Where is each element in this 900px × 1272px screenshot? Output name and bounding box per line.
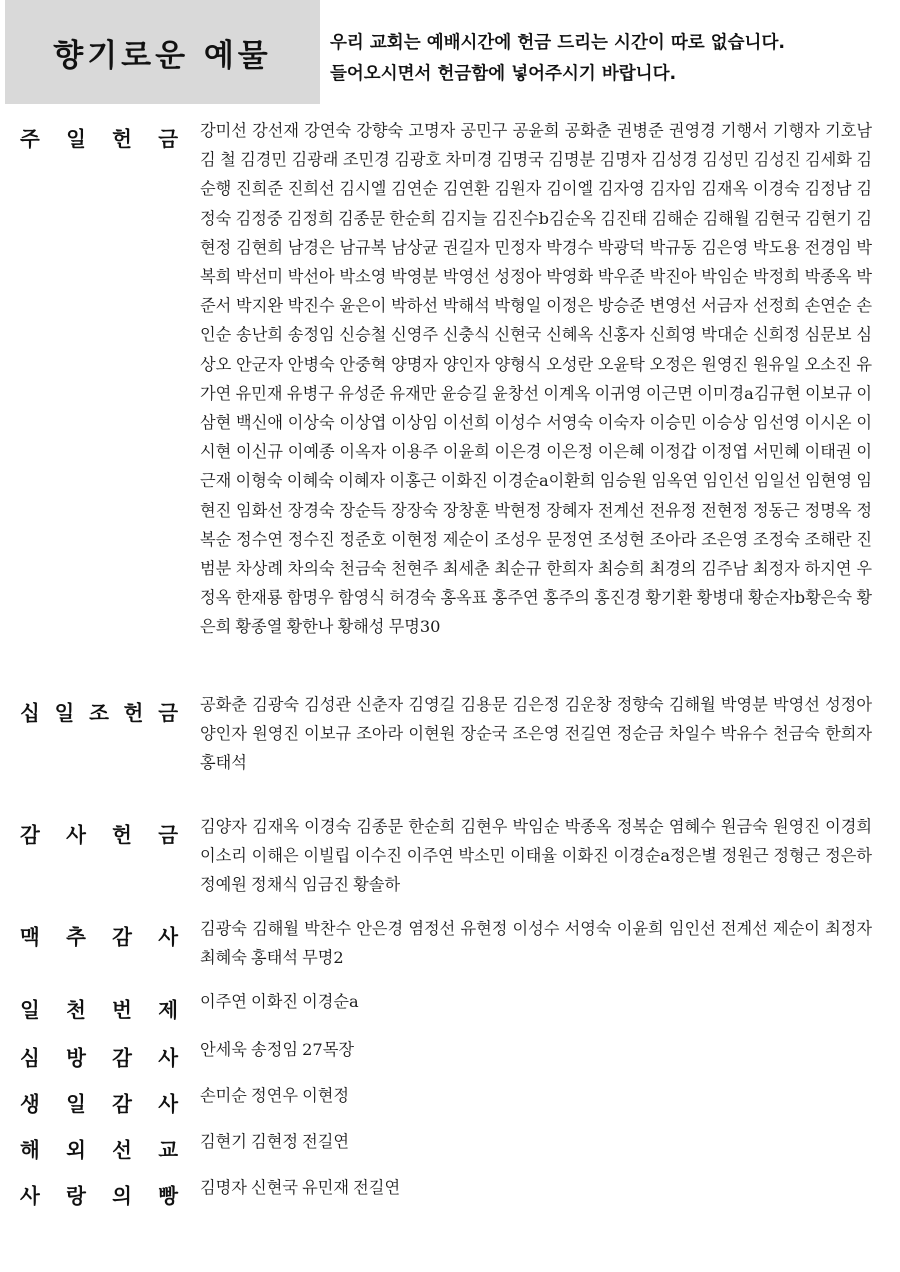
section-label-char: 맥 (20, 925, 40, 949)
donor-names: 김명자 신현국 유민재 전길연 (200, 1178, 401, 1197)
page-title: 향기로운 예물 (53, 38, 272, 74)
offering-list (0, 116, 900, 1219)
section-label-char: 일 (66, 127, 86, 151)
section-label-char: 랑 (66, 1184, 86, 1208)
section-label-char: 감 (112, 1092, 132, 1116)
section-tithe (0, 690, 900, 812)
section-label-char: 추 (66, 925, 86, 949)
donor-names: 안세욱 송정임 27목장 (200, 1040, 354, 1059)
section-label-char: 생 (20, 1092, 40, 1116)
donor-names: 김현기 김현정 전길연 (200, 1132, 350, 1151)
section-bread-of-love (0, 1173, 900, 1219)
section-label-char: 금 (158, 127, 178, 151)
section-label-char: 일 (54, 701, 75, 725)
section-label-char: 사 (66, 823, 86, 847)
section-thanksgiving (0, 812, 900, 914)
donor-names: 공화춘 김광숙 김성관 신춘자 김영길 김용문 김은정 김운창 정향숙 김해월 박영분 박영선 성정아 양인자 원영진 이보규 조아라 이현원 장순국 조은영 전길연 정순금 차일수 박유수 천금숙 한희자 홍태석 (200, 695, 872, 773)
section-label (20, 1179, 178, 1209)
section-label-char: 외 (66, 1138, 86, 1162)
section-label-char: 일 (66, 1092, 86, 1116)
section-label-char: 교 (158, 1138, 178, 1162)
section-label-char: 사 (20, 1184, 40, 1208)
section-label-char: 해 (20, 1138, 40, 1162)
section-label-char: 심 (20, 1046, 40, 1070)
section-label-char: 금 (158, 823, 178, 847)
section-label-char: 번 (112, 998, 132, 1022)
notice-line-1: 우리 교회는 예배시간에 헌금 드리는 시간이 따로 없습니다. (330, 33, 786, 53)
section-label-char: 일 (20, 998, 40, 1022)
section-label-char: 금 (158, 701, 178, 725)
section-label-char: 헌 (112, 127, 132, 151)
donor-names: 강미선 강선재 강연숙 강향숙 고명자 공민구 공윤희 공화춘 권병준 권영경 기행서 기행자 기호남 김 철 김경민 김광래 조민경 김광호 차미경 김명국 김명분 김명자 김성경 김성민 김성진 김세화 김순행 진희준 진희선 김시엘 김연순 김연환 김원자 김이엘 김자영 김자임 김재옥 이경숙 김정남 김정숙 김정중 김정희 김종문 한순희 김지늘 김진수b김순옥 김진태 김해순 김해월 김현국 김현기 김현정 김현희 남경은 남규복 남상균 권길자 민정자 박경수 박광덕 박규동 김은영 박도용 전경임 박복희 박선미 박선아 박소영 박영분 박영선 성정아 박영화 박우준 박진아 박임순 박정희 박종옥 박준서 박지완 박진수 윤은이 박하선 박해석 박형일 이정은 방승준 변영선 서금자 선정희 손연순 손인순 송난희 송정임 신승철 신영주 신충식 신현국 신혜옥 신홍자 신희영 박대순 신희정 심문보 심상오 안군자 안병숙 안중혁 양명자 양인자 양형식 오성란 오윤탁 오정은 원영진 원유일 오소진 유가연 유민재 유병구 유성준 유재만 윤승길 윤창선 이계옥 이귀영 이근면 이미경a김규현 이보규 이삼현 백신애 이상숙 이상엽 이상임 이선희 이성수 서영숙 이숙자 이승민 이승상 임선영 이시온 이시현 이신규 이예종 이옥자 이용주 이윤희 이은경 이은정 이은혜 이정갑 이정엽 서민혜 이태권 이근재 이형숙 이혜숙 이혜자 이홍근 이화진 이경순a이환희 임승원 임옥연 임인선 임일선 임현영 임현진 임화선 장경숙 장순득 장장숙 장창훈 박현정 장혜자 전계선 전유정 전현정 정동근 정명옥 정복순 정수연 정수진 정준호 이현정 제순이 조성우 문정연 조성현 조아라 조은영 조정숙 조해란 진범분 차상례 차의숙 천금숙 천현주 최세춘 최순규 한희자 최승희 최경의 김주남 최정자 하지연 우정옥 한재룡 함명우 함영식 허경숙 홍옥표 홍주연 홍주의 홍진경 황기환 황병대 황순자b황은숙 황은희 황종열 황한나 황해성 무명30 (200, 121, 872, 637)
section-label-char: 천 (66, 998, 86, 1022)
notice-line-2: 들어오시면서 헌금함에 넣어주시기 바랍니다. (330, 64, 677, 84)
offering-notice (330, 28, 785, 90)
section-label (20, 818, 178, 848)
section-label-char: 빵 (158, 1184, 178, 1208)
section-label (20, 1041, 178, 1071)
section-label-char: 제 (158, 998, 178, 1022)
section-label-char: 선 (112, 1138, 132, 1162)
section-label-char: 사 (158, 1046, 178, 1070)
section-birthday-thanks (0, 1081, 900, 1127)
section-label-char: 의 (112, 1184, 132, 1208)
section-label-char: 감 (112, 925, 132, 949)
section-label-char: 감 (20, 823, 40, 847)
donor-names: 김광숙 김해월 박찬수 안은경 염정선 유현정 이성수 서영숙 이윤희 임인선 전계선 제순이 최정자 최혜숙 홍태석 무명2 (200, 919, 872, 968)
section-label-char: 감 (112, 1046, 132, 1070)
section-label (20, 1133, 178, 1163)
section-thousand-offerings (0, 987, 900, 1035)
section-label-char: 사 (158, 925, 178, 949)
donor-names: 이주연 이화진 이경순a (200, 992, 359, 1011)
section-label-char: 조 (89, 701, 109, 725)
section-visitation-thanks (0, 1035, 900, 1081)
section-label (20, 122, 178, 152)
section-label (20, 920, 178, 950)
section-label-char: 사 (158, 1092, 178, 1116)
section-label-char: 십 (20, 701, 40, 725)
title-box (5, 0, 320, 104)
section-label-char: 헌 (112, 823, 132, 847)
section-label (20, 1087, 178, 1117)
section-label (20, 696, 178, 726)
section-label-char: 헌 (123, 701, 144, 725)
donor-names: 손미순 정연우 이현정 (200, 1086, 350, 1105)
donor-names: 김양자 김재옥 이경숙 김종문 한순희 김현우 박임순 박종옥 정복순 염혜수 원금숙 원영진 이경희 이소리 이해은 이빌립 이수진 이주연 박소민 이태율 이화진 이경순a정은별 정원근 정형근 정은하 정예원 정채식 임금진 황솔하 (200, 817, 872, 895)
section-label-char: 주 (20, 127, 40, 151)
section-harvest-thanks (0, 914, 900, 987)
section-label-char: 방 (66, 1046, 86, 1070)
section-overseas-mission (0, 1127, 900, 1173)
section-sunday-offering (0, 116, 900, 690)
section-label (20, 993, 178, 1023)
